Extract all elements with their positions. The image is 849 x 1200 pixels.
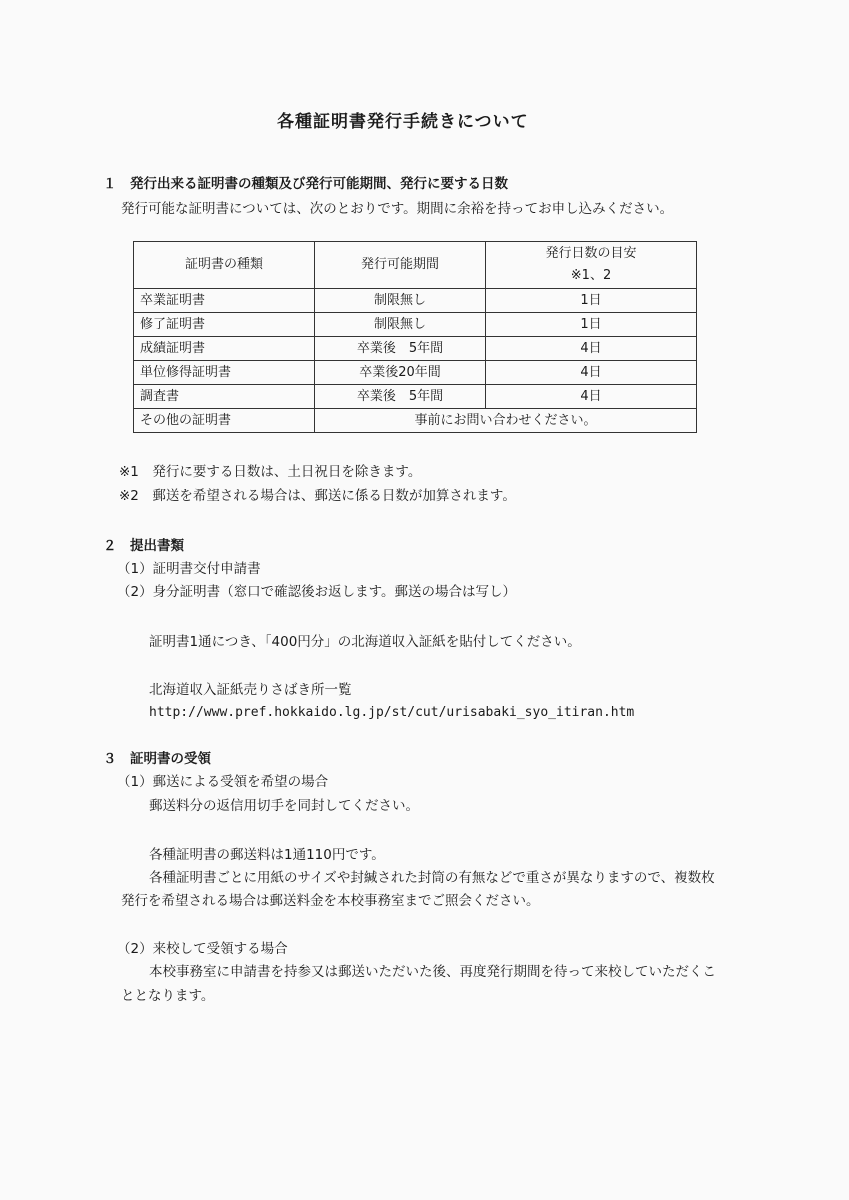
cert-days: 4日: [486, 361, 697, 385]
section1-intro: 発行可能な証明書については、次のとおりです。期間に余裕を持ってお申し込みください。: [121, 201, 674, 217]
table-row: [134, 313, 697, 337]
table-row: [134, 361, 697, 385]
table-header-days: [486, 242, 697, 289]
table-row: [134, 337, 697, 361]
section3-item2: （2）来校して受領する場合: [117, 941, 288, 957]
cert-period: 制限無し: [315, 313, 486, 337]
cert-type: 単位修得証明書: [134, 361, 315, 385]
table-header-days-note: ※1、2: [570, 268, 612, 283]
cert-days: 1日: [486, 289, 697, 313]
table-header-type: 証明書の種類: [134, 242, 315, 289]
table-header-period: 発行可能期間: [315, 242, 486, 289]
postage-note: 各種証明書の郵送料は1通110円です。: [149, 847, 385, 863]
section2-item1: （1）証明書交付申請書: [117, 561, 261, 577]
section3-heading: ３ 証明書の受領: [103, 751, 211, 767]
page-title: 各種証明書発行手続きについて: [277, 112, 529, 132]
section1-heading: １ 発行出来る証明書の種類及び発行可能期間、発行に要する日数: [103, 176, 508, 192]
section3-item1: （1）郵送による受領を希望の場合: [117, 774, 329, 790]
table-header-days-label: 発行日数の目安: [545, 246, 637, 261]
cert-type: 修了証明書: [134, 313, 315, 337]
table-row: [134, 385, 697, 409]
section2-heading: ２ 提出書類: [103, 538, 184, 554]
cert-days: 4日: [486, 337, 697, 361]
cert-period: 卒業後 5年間: [315, 337, 486, 361]
cert-days: 4日: [486, 385, 697, 409]
cert-type: 調査書: [134, 385, 315, 409]
cert-type-other: その他の証明書: [134, 409, 315, 433]
cert-period: 卒業後 5年間: [315, 385, 486, 409]
section3-item2-line2: ととなります。: [121, 988, 215, 1004]
table-row-other: [134, 409, 697, 433]
section3-item1-text: 郵送料分の返信用切手を同封してください。: [149, 798, 419, 814]
footnote-2: ※2 郵送を希望される場合は、郵送に係る日数が加算されます。: [119, 488, 516, 504]
cert-period: 制限無し: [315, 289, 486, 313]
section3-item2-line1: 本校事務室に申請書を持参又は郵送いただいた後、再度発行期間を待って来校していただくこ: [149, 964, 716, 980]
revenue-stamp-note: 証明書1通につき、「400円分」の北海道収入証紙を貼付してください。: [149, 634, 581, 650]
stamp-sellers-title: 北海道収入証紙売りさばき所一覧: [149, 682, 352, 698]
cert-period: 卒業後20年間: [315, 361, 486, 385]
weight-note-line1: 各種証明書ごとに用紙のサイズや封緘された封筒の有無などで重さが異なりますので、複数枚: [149, 870, 715, 886]
stamp-sellers-url: http://www.pref.hokkaido.lg.jp/st/cut/urisabaki_syo_itiran.htm: [149, 705, 635, 720]
cert-other-note: 事前にお問い合わせください。: [315, 409, 697, 433]
certificate-table: [133, 241, 697, 433]
cert-type: 卒業証明書: [134, 289, 315, 313]
cert-days: 1日: [486, 313, 697, 337]
section2-item2: （2）身分証明書（窓口で確認後お返します。郵送の場合は写し）: [117, 584, 517, 600]
table-row: [134, 289, 697, 313]
footnote-1: ※1 発行に要する日数は、土日祝日を除きます。: [119, 464, 422, 480]
table-header-row: [134, 242, 697, 289]
weight-note-line2: 発行を希望される場合は郵送料金を本校事務室までご照会ください。: [121, 893, 540, 909]
cert-type: 成績証明書: [134, 337, 315, 361]
